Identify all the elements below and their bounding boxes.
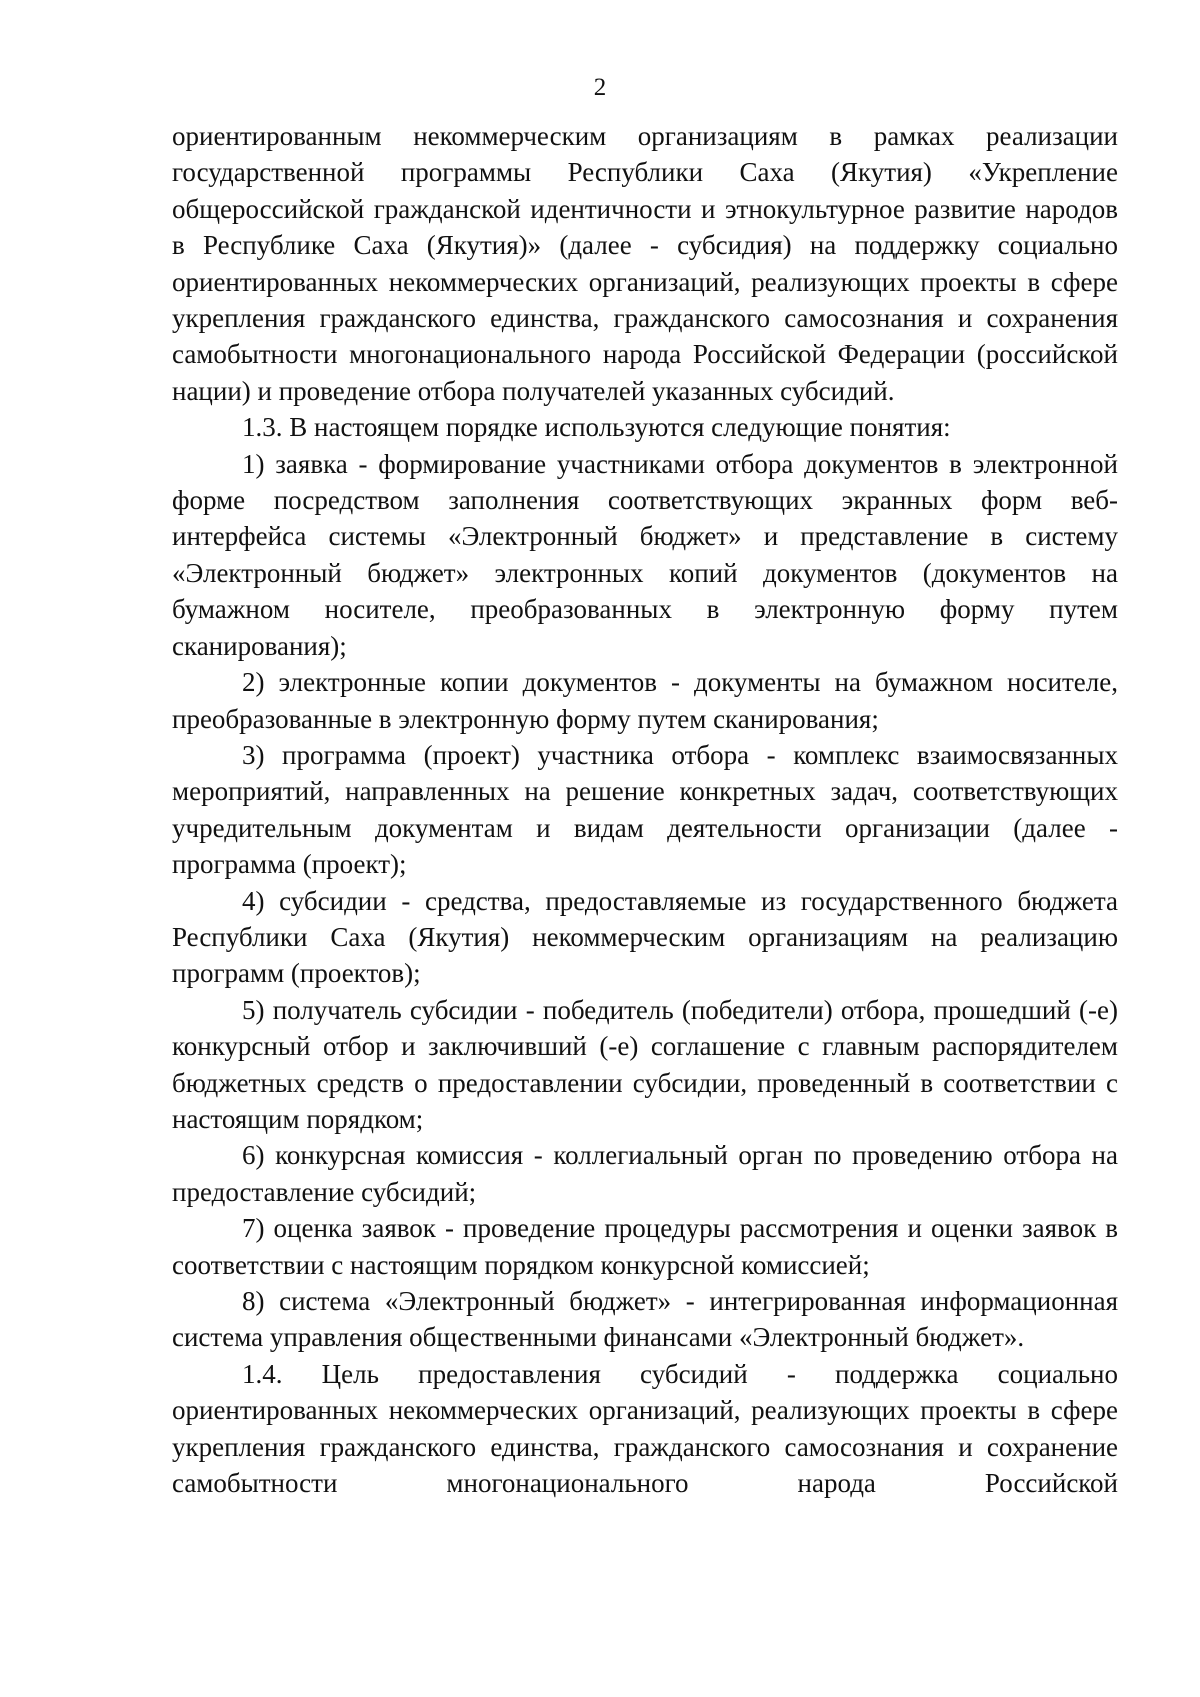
paragraph-definition-electronic-copies: 2) электронные копии документов - документы на бумажном носителе, преобразованные в электронную форму путем сканирования; — [172, 667, 1118, 734]
paragraph-definition-program: 3) программа (проект) участника отбора - комплекс взаимосвязанных мероприятий, направленных на решение конкретных задач, соответствующих учредительным документам и видам деятельности организации (далее - программа (проект); — [172, 739, 1118, 880]
paragraph-1-4-purpose: 1.4. Цель предоставления субсидий - поддержка социально ориентированных некоммерческих организаций, реализующих проекты в сфере укрепления гражданского единства, гражданского самосознания и сохранение самобытности многонационального народа Российской — [172, 1358, 1118, 1499]
document-body — [172, 118, 1118, 1501]
paragraph-definition-application: 1) заявка - формирование участниками отбора документов в электронной форме посредством заполнения соответствующих экранных форм веб-интерфейса системы «Электронный бюджет» и представление в систему «Электронный бюджет» электронных копий документов (документов на бумажном носителе, преобразованных в электронную форму путем сканирования); — [172, 448, 1118, 661]
paragraph-definition-recipient: 5) получатель субсидии - победитель (победители) отбора, прошедший (-е) конкурсный отбор и заключивший (-е) соглашение с главным распорядителем бюджетных средств о предоставлении субсидии, проведенный в соответствии с настоящим порядком; — [172, 994, 1118, 1134]
page-number: 2 — [593, 74, 607, 101]
paragraph-definition-subsidies: 4) субсидии - средства, предоставляемые из государственного бюджета Республики Саха (Якутия) некоммерческим организациям на реализацию программ (проектов); — [172, 885, 1118, 989]
paragraph-subsidy-continuation: ориентированным некоммерческим организациям в рамках реализации государственной программы Республики Саха (Якутия) «Укрепление общероссийской гражданской идентичности и этнокультурное развитие народов в Республике Саха (Якутия)» (далее - субсидия) на поддержку социально ориентированных некоммерческих организаций, реализующих проекты в сфере укрепления гражданского единства, гражданского самосознания и сохранения самобытности многонационального народа Российской Федерации (российской нации) и проведение отбора получателей указанных субсидий. — [172, 121, 1118, 406]
paragraph-definition-evaluation: 7) оценка заявок - проведение процедуры рассмотрения и оценки заявок в соответствии с настоящим порядком конкурсной комиссией; — [172, 1213, 1118, 1280]
paragraph-definition-system: 8) система «Электронный бюджет» - интегрированная информационная система управления общественными финансами «Электронный бюджет». — [172, 1286, 1118, 1353]
paragraph-1-3-concepts-heading: 1.3. В настоящем порядке используются следующие понятия: — [242, 412, 951, 443]
paragraph-definition-commission: 6) конкурсная комиссия - коллегиальный орган по проведению отбора на предоставление субсидий; — [172, 1140, 1118, 1207]
